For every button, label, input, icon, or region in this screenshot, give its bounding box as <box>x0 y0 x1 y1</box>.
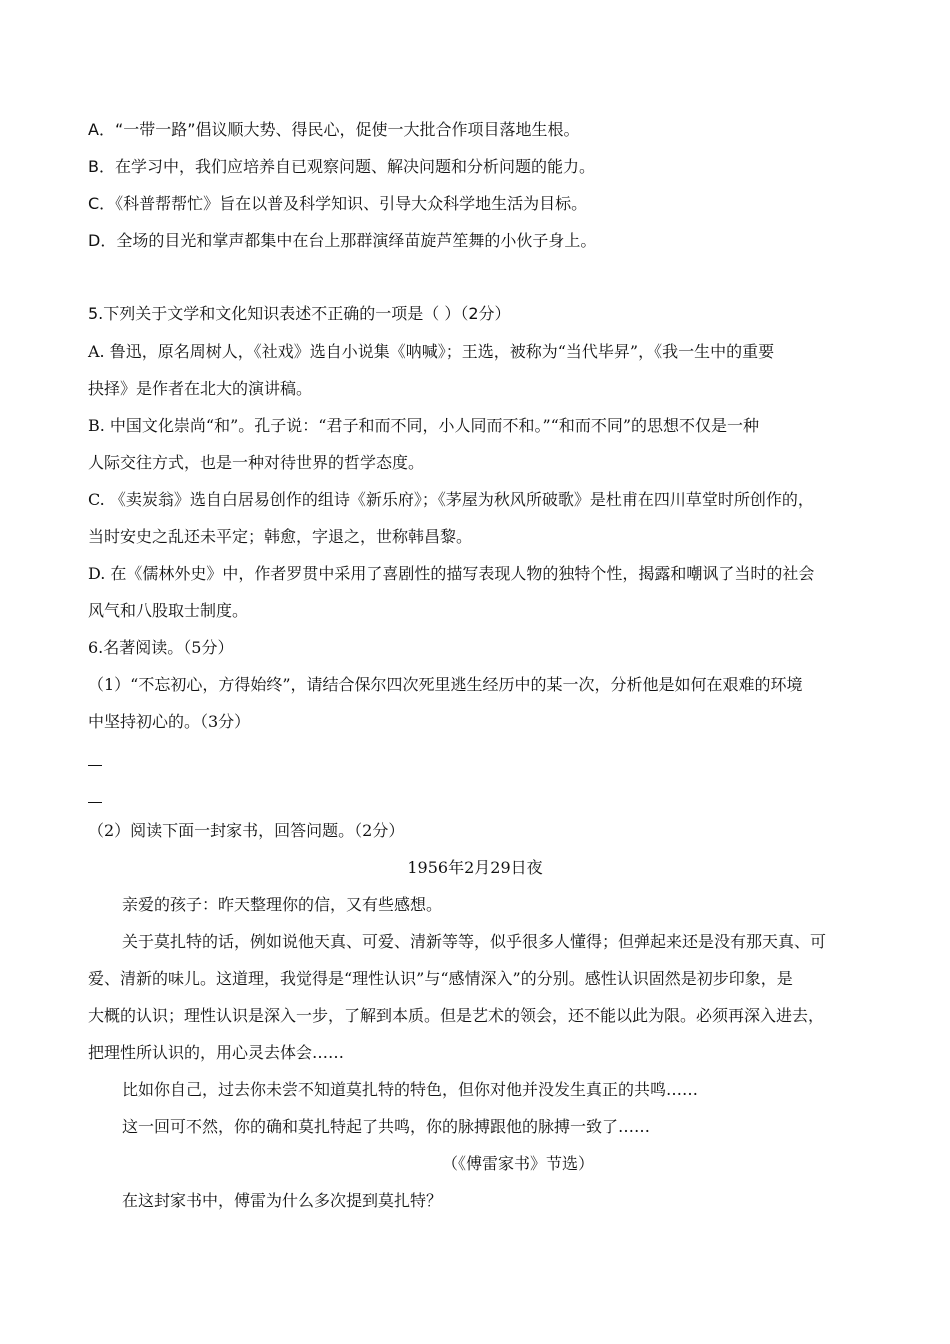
q6-part2-question: 在这封家书中，傅雷为什么多次提到莫扎特？ <box>122 1191 443 1210</box>
q4-option-a: A．“一带一路”倡议顺大势、得民心，促使一大批合作项目落地生根。 <box>88 120 580 139</box>
letter-source: （《傅雷家书》节选） <box>442 1154 595 1173</box>
answer-blank-line-1 <box>88 765 102 766</box>
letter-para1-line3: 大概的认识；理性认识是深入一步，了解到本质。但是艺术的领会，还不能以此为限。必须再深入进去， <box>88 1006 825 1025</box>
q5-option-b-line1: B. 中国文化崇尚“和”。孔子说：“君子和而不同，小人同而不和。”“和而不同”的思想不仅是一种 <box>88 416 760 435</box>
q6-part2-stem: （2）阅读下面一封家书，回答问题。（2分） <box>88 821 405 840</box>
q6-part1-line1: （1）“不忘初心，方得始终”，请结合保尔四次死里逃生经历中的某一次，分析他是如何在艰难的环境 <box>88 675 803 694</box>
q6-stem: 6.名著阅读。（5分） <box>88 638 234 657</box>
q4-option-d: D．全场的目光和掌声都集中在台上那群演绎苗旋芦笙舞的小伙子身上。 <box>88 231 597 250</box>
letter-para3: 这一回可不然，你的确和莫扎特起了共鸣，你的脉搏跟他的脉搏一致了…… <box>122 1117 651 1136</box>
letter-para1-line1: 关于莫扎特的话，例如说他天真、可爱、清新等等，似乎很多人懂得；但弹起来还是没有那天真、可 <box>122 932 827 951</box>
q5-option-a-line2: 抉择》是作者在北大的演讲稿。 <box>88 379 313 398</box>
q5-option-d-line1: D. 在《儒林外史》中，作者罗贯中采用了喜剧性的描写表现人物的独特个性，揭露和嘲讽了当时的社会 <box>88 564 815 583</box>
q6-part1-line2: 中坚持初心的。（3分） <box>88 712 251 731</box>
q5-option-c-line1: C. 《卖炭翁》选自白居易创作的组诗《新乐府》；《茅屋为秋风所破歌》是杜甫在四川草堂时所创作的， <box>88 490 814 509</box>
q5-option-a-line1: A. 鲁迅，原名周树人，《社戏》选自小说集《呐喊》；王选，被称为“当代毕昇”，《我一生中的重要 <box>88 342 775 361</box>
letter-para2: 比如你自己，过去你未尝不知道莫扎特的特色，但你对他并没发生真正的共鸣…… <box>122 1080 699 1099</box>
answer-blank-line-2 <box>88 802 102 803</box>
q5-stem: 5.下列关于文学和文化知识表述不正确的一项是（ ）（2分） <box>88 304 511 323</box>
letter-date: 1956年2月29日夜 <box>407 858 543 877</box>
letter-para1-line2: 爱、清新的味儿。这道理，我觉得是“理性认识”与“感情深入”的分别。感性认识固然是初步印象，是 <box>88 969 793 988</box>
letter-greeting: 亲爱的孩子：昨天整理你的信，又有些感想。 <box>122 895 443 914</box>
q5-option-d-line2: 风气和八股取士制度。 <box>88 601 249 620</box>
letter-para1-line4: 把理性所认识的，用心灵去体会…… <box>88 1043 345 1062</box>
q4-option-c: C．《科普帮帮忙》旨在以普及科学知识、引导大众科学地生活为目标。 <box>88 194 588 213</box>
q5-option-c-line2: 当时安史之乱还未平定；韩愈，字退之，世称韩昌黎。 <box>88 527 473 546</box>
q5-option-b-line2: 人际交往方式，也是一种对待世界的哲学态度。 <box>88 453 425 472</box>
q4-option-b: B．在学习中，我们应培养自已观察问题、解决问题和分析问题的能力。 <box>88 157 595 176</box>
